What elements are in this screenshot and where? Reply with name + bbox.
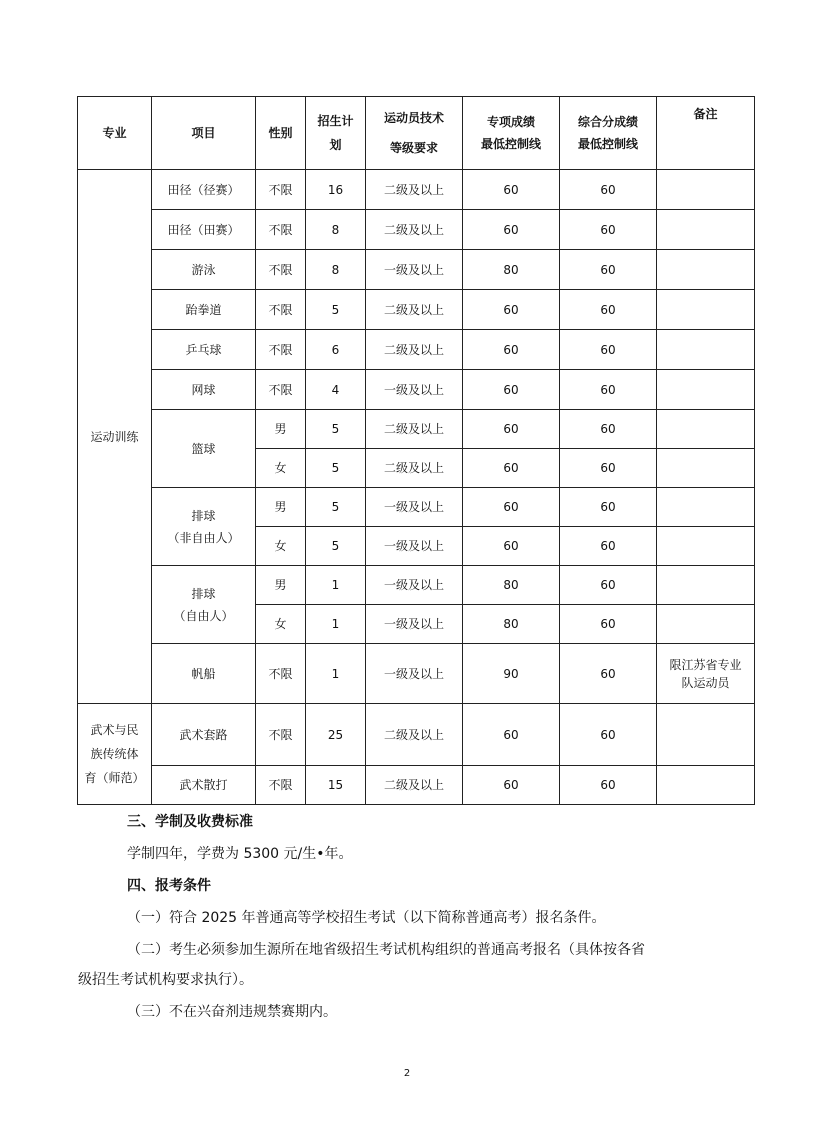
composite-cell: 60: [560, 605, 657, 644]
remark-line: 队运动员: [681, 675, 730, 690]
header-level-line1: 运动员技术: [383, 111, 444, 125]
table-row: [78, 410, 755, 449]
gender-cell: 男: [256, 410, 306, 449]
section-4-title: 四、报考条件: [127, 878, 211, 894]
header-level-line2: 等级要求: [389, 141, 438, 155]
item-cell: 游泳: [152, 250, 256, 290]
table-row: [78, 370, 755, 410]
plan-cell: 1: [306, 644, 366, 704]
section-3-text: 学制四年，学费为 5300 元/生•年。: [127, 846, 353, 862]
composite-cell: 60: [560, 370, 657, 410]
composite-cell: 60: [560, 210, 657, 250]
special-cell: 90: [463, 644, 560, 704]
remark-line: 限江苏省专业: [669, 657, 742, 672]
composite-cell: 60: [560, 290, 657, 330]
plan-cell: 4: [306, 370, 366, 410]
item-cell-volleyball-libero: [152, 566, 256, 644]
special-cell: 80: [463, 250, 560, 290]
gender-cell: 不限: [256, 210, 306, 250]
remark-cell: [657, 488, 755, 527]
remark-cell: [657, 370, 755, 410]
composite-cell: 60: [560, 170, 657, 210]
special-cell: 60: [463, 330, 560, 370]
condition-2-line2: 级招生考试机构要求执行）。: [78, 972, 253, 988]
table-row: [78, 170, 755, 210]
table-row: [78, 488, 755, 527]
header-composite-line1: 综合分成绩: [577, 115, 638, 129]
condition-3: （三）不在兴奋剂违规禁赛期内。: [127, 1004, 337, 1020]
condition-2-line1: （二）考生必须参加生源所在地省级招生考试机构组织的普通高考报名（具体按各省: [127, 942, 645, 958]
plan-cell: 5: [306, 449, 366, 488]
special-cell: 60: [463, 704, 560, 766]
plan-cell: 8: [306, 210, 366, 250]
gender-cell: 不限: [256, 704, 306, 766]
plan-cell: 5: [306, 410, 366, 449]
level-cell: 二级及以上: [366, 170, 463, 210]
plan-cell: 25: [306, 704, 366, 766]
item-line: （自由人）: [173, 608, 234, 623]
plan-cell: 6: [306, 330, 366, 370]
table-row: [78, 644, 755, 704]
composite-cell: 60: [560, 766, 657, 805]
table-row: [78, 704, 755, 766]
remark-cell: [657, 527, 755, 566]
gender-cell: 男: [256, 488, 306, 527]
major-line: 族传统体: [90, 747, 139, 761]
gender-cell: 不限: [256, 370, 306, 410]
page-number: 2: [403, 1068, 411, 1079]
level-cell: 一级及以上: [366, 370, 463, 410]
major-line: 武术与民: [90, 723, 139, 737]
special-cell: 60: [463, 170, 560, 210]
plan-cell: 16: [306, 170, 366, 210]
item-line: 排球: [191, 508, 216, 523]
item-cell: 武术散打: [152, 766, 256, 805]
item-cell: 田径（田赛）: [152, 210, 256, 250]
composite-cell: 60: [560, 410, 657, 449]
gender-cell: 女: [256, 449, 306, 488]
header-row: [78, 97, 755, 170]
header-composite: [560, 97, 657, 170]
condition-1: （一）符合 2025 年普通高等学校招生考试（以下简称普通高考）报名条件。: [127, 910, 606, 926]
special-cell: 80: [463, 605, 560, 644]
remark-cell: [657, 250, 755, 290]
gender-cell: 不限: [256, 170, 306, 210]
special-cell: 60: [463, 766, 560, 805]
level-cell: 一级及以上: [366, 644, 463, 704]
table-row: [78, 330, 755, 370]
level-cell: 二级及以上: [366, 410, 463, 449]
table-row: [78, 766, 755, 805]
item-cell-basketball: 篮球: [152, 410, 256, 488]
plan-cell: 5: [306, 488, 366, 527]
header-major: 专业: [78, 97, 152, 170]
composite-cell: 60: [560, 566, 657, 605]
composite-cell: 60: [560, 527, 657, 566]
remark-cell: [657, 170, 755, 210]
remark-cell: [657, 290, 755, 330]
level-cell: 二级及以上: [366, 210, 463, 250]
header-plan-line1: 招生计: [317, 114, 354, 128]
item-cell-volleyball-nonlibero: [152, 488, 256, 566]
plan-cell: 1: [306, 605, 366, 644]
level-cell: 一级及以上: [366, 250, 463, 290]
table-row: [78, 290, 755, 330]
plan-cell: 8: [306, 250, 366, 290]
special-cell: 80: [463, 566, 560, 605]
remark-cell: [657, 704, 755, 766]
table-row: [78, 566, 755, 605]
remark-cell: [657, 605, 755, 644]
level-cell: 二级及以上: [366, 704, 463, 766]
level-cell: 一级及以上: [366, 527, 463, 566]
special-cell: 60: [463, 210, 560, 250]
level-cell: 一级及以上: [366, 566, 463, 605]
gender-cell: 不限: [256, 330, 306, 370]
item-cell: 田径（径赛）: [152, 170, 256, 210]
special-cell: 60: [463, 488, 560, 527]
enrollment-table: [77, 96, 755, 805]
section-3-title: 三、学制及收费标准: [127, 814, 253, 830]
plan-cell: 5: [306, 290, 366, 330]
header-plan: [306, 97, 366, 170]
item-cell: 网球: [152, 370, 256, 410]
major-cell-martial-arts: [78, 704, 152, 805]
level-cell: 二级及以上: [366, 449, 463, 488]
gender-cell: 不限: [256, 250, 306, 290]
remark-cell: [657, 566, 755, 605]
composite-cell: 60: [560, 644, 657, 704]
level-cell: 二级及以上: [366, 330, 463, 370]
item-cell: 跆拳道: [152, 290, 256, 330]
level-cell: 二级及以上: [366, 290, 463, 330]
header-remark: 备注: [657, 97, 755, 170]
plan-cell: 15: [306, 766, 366, 805]
item-cell: 武术套路: [152, 704, 256, 766]
item-cell: 帆船: [152, 644, 256, 704]
gender-cell: 女: [256, 605, 306, 644]
header-gender: 性别: [256, 97, 306, 170]
header-item: 项目: [152, 97, 256, 170]
remark-cell-sailing: [657, 644, 755, 704]
major-line: 育（师范）: [84, 771, 145, 785]
remark-cell: [657, 410, 755, 449]
level-cell: 一级及以上: [366, 488, 463, 527]
composite-cell: 60: [560, 704, 657, 766]
plan-cell: 1: [306, 566, 366, 605]
header-special-line2: 最低控制线: [480, 137, 541, 151]
gender-cell: 不限: [256, 644, 306, 704]
remark-cell: [657, 766, 755, 805]
special-cell: 60: [463, 449, 560, 488]
special-cell: 60: [463, 410, 560, 449]
item-line: 排球: [191, 586, 216, 601]
remark-cell: [657, 449, 755, 488]
header-level: [366, 97, 463, 170]
special-cell: 60: [463, 527, 560, 566]
level-cell: 二级及以上: [366, 766, 463, 805]
gender-cell: 男: [256, 566, 306, 605]
remark-cell: [657, 330, 755, 370]
header-composite-line2: 最低控制线: [577, 137, 638, 151]
composite-cell: 60: [560, 488, 657, 527]
item-line: （非自由人）: [167, 530, 240, 545]
header-plan-line2: 划: [329, 138, 342, 152]
item-cell: 乒乓球: [152, 330, 256, 370]
special-cell: 60: [463, 370, 560, 410]
table-row: [78, 210, 755, 250]
major-cell-sports-training: 运动训练: [78, 170, 152, 704]
header-special-line1: 专项成绩: [486, 115, 535, 129]
gender-cell: 不限: [256, 766, 306, 805]
composite-cell: 60: [560, 250, 657, 290]
gender-cell: 不限: [256, 290, 306, 330]
composite-cell: 60: [560, 449, 657, 488]
composite-cell: 60: [560, 330, 657, 370]
gender-cell: 女: [256, 527, 306, 566]
special-cell: 60: [463, 290, 560, 330]
table-row: [78, 250, 755, 290]
level-cell: 一级及以上: [366, 605, 463, 644]
remark-cell: [657, 210, 755, 250]
plan-cell: 5: [306, 527, 366, 566]
header-special: [463, 97, 560, 170]
